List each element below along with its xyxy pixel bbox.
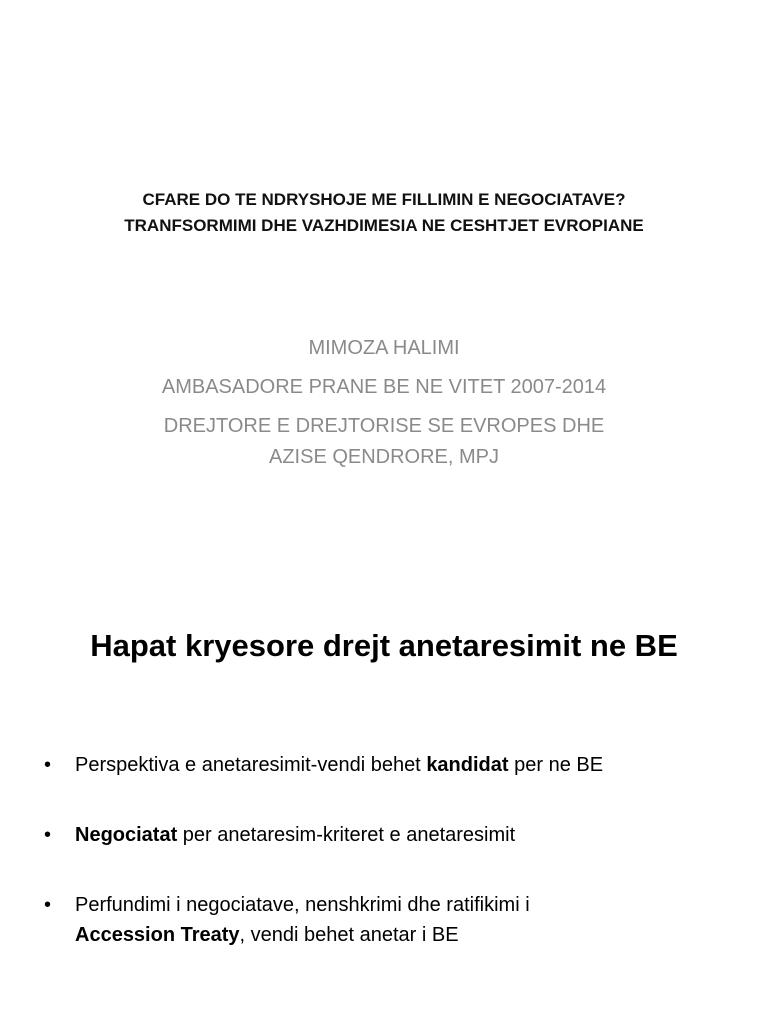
bullet-text-bold: kandidat: [426, 754, 509, 776]
bullet-icon: •: [44, 754, 52, 776]
slide-title-line-1: CFARE DO TE NDRYSHOJE ME FILLIMIN E NEGOCIATAVE?: [142, 190, 626, 209]
bullet-text-regular: Perfundimi i negociatave, nenshkrimi dhe ratifikimi i: [75, 894, 530, 916]
list-item: [44, 820, 744, 850]
author-position-line-2: AZISE QENDRORE, MPJ: [268, 446, 500, 468]
bullet-icon: •: [44, 894, 52, 916]
slide-title: [0, 187, 768, 239]
bullet-text-bold: Accession Treaty: [75, 924, 240, 946]
content-slide: [0, 590, 768, 1024]
bullet-list: [44, 750, 744, 990]
bullet-text-regular: per ne BE: [508, 754, 604, 776]
author-name: MIMOZA HALIMI: [308, 337, 460, 359]
content-heading: Hapat kryesore drejt anetaresimit ne BE: [90, 628, 678, 663]
bullet-icon: •: [44, 824, 52, 846]
author-position-line-1: DREJTORE E DREJTORISE SE EVROPES DHE: [163, 415, 605, 437]
list-item: [44, 750, 744, 780]
bullet-text-bold: Negociatat: [75, 824, 178, 846]
slide-subtitle: [0, 333, 768, 473]
bullet-text-regular: per anetaresim-kriteret e anetaresimit: [177, 824, 516, 846]
list-item: [44, 890, 744, 950]
slide-title-line-2: TRANFSORMIMI DHE VAZHDIMESIA NE CESHTJET EVROPIANE: [124, 216, 644, 235]
bullet-text-regular: , vendi behet anetar i BE: [239, 924, 459, 946]
author-role: AMBASADORE PRANE BE NE VITET 2007-2014: [161, 376, 607, 398]
bullet-text-regular: Perspektiva e anetaresimit-vendi behet: [75, 754, 427, 776]
